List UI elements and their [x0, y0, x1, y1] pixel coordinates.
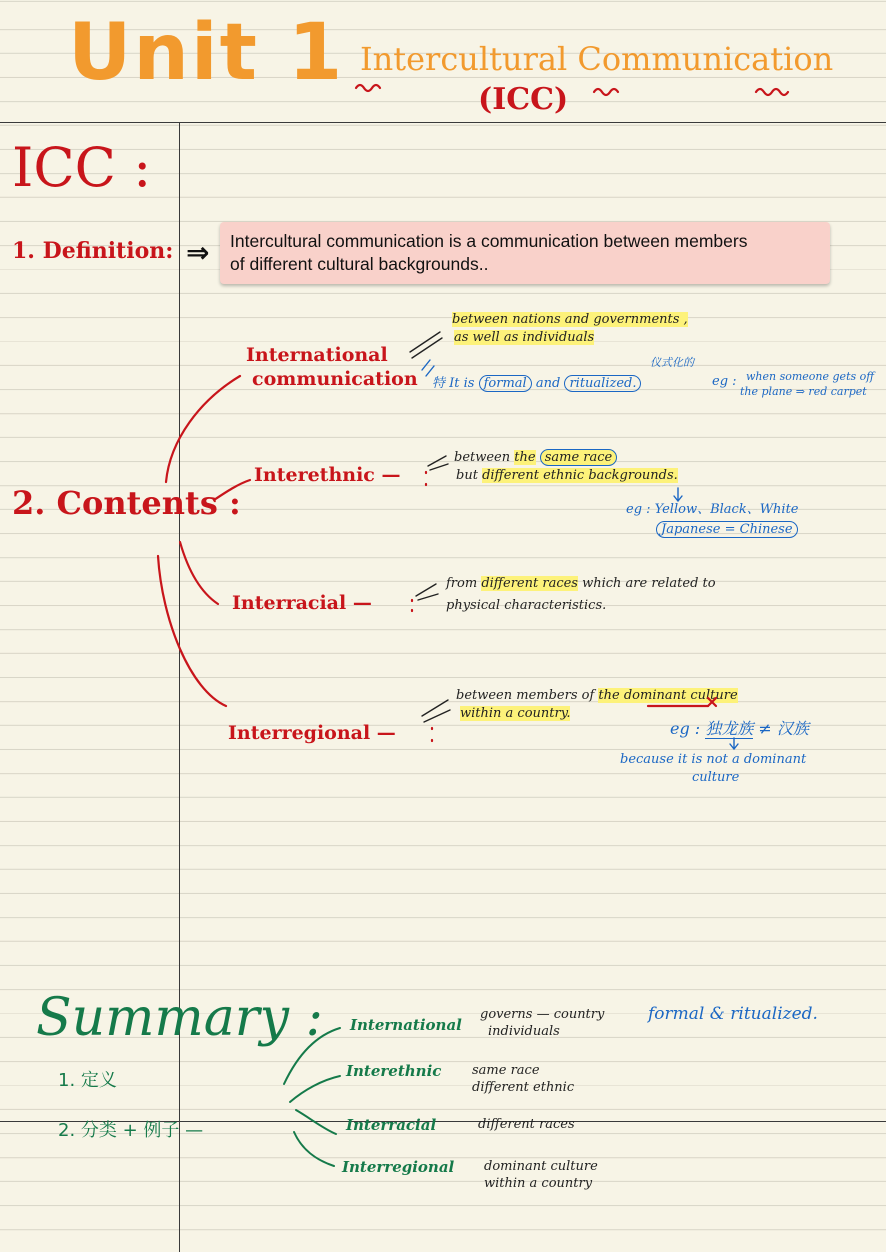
ritualized-cn-note: 仪式化的 — [650, 356, 694, 369]
summary-branch-3 — [296, 1110, 336, 1134]
summary-title: Summary : — [36, 988, 324, 1048]
summary-note-interethnic-2: different ethnic — [472, 1080, 575, 1095]
interracial-note-line2: physical characteristics. — [446, 598, 607, 613]
summary-note-international-1: governs — country — [480, 1007, 605, 1022]
interracial-different-races: different races — [481, 576, 578, 591]
interregional-dominant: the dominant culture — [598, 688, 738, 703]
interethnic-but: but — [456, 468, 478, 483]
interregional-eg-cn-c: 汉族 — [776, 719, 809, 738]
cross-mark — [708, 698, 716, 706]
summary-cat-interethnic: Interethnic — [346, 1062, 442, 1080]
title-squiggle-2 — [594, 89, 618, 95]
branch-interregional — [158, 556, 226, 706]
international-label-line1: International — [246, 344, 388, 366]
arrow-right-icon: ⇒ — [186, 236, 210, 269]
bracket-interregional — [422, 700, 450, 722]
summary-branch-1 — [284, 1028, 340, 1084]
contents-label: 2. Contents : — [12, 484, 241, 522]
summary-item-definition: 1. 定义 — [58, 1070, 117, 1091]
interregional-note-line2-text: within a country. — [460, 706, 571, 721]
interregional-because-line1: because it is not a dominant — [620, 752, 807, 767]
summary-cat-interracial: Interracial — [346, 1116, 437, 1134]
topic-title: Intercultural Communication — [360, 40, 834, 78]
interregional-eg-label: eg : — [670, 719, 701, 738]
branch-interethnic — [214, 480, 250, 500]
definition-text-line2: of different cultural backgrounds.. — [230, 254, 489, 274]
summary-branch-4 — [294, 1132, 334, 1166]
international-note-line2-text: as well as individuals — [454, 330, 595, 345]
definition-text-line1: Intercultural communication is a communication between members — [230, 231, 748, 251]
arrow-down-because — [730, 738, 738, 749]
international-eg-line2: the plane ⇒ red carpet — [740, 385, 867, 398]
interethnic-same-race: same race — [540, 449, 618, 466]
interracial-from: from — [446, 576, 478, 591]
international-note-line1-text: between nations and governments , — [452, 312, 688, 327]
formal-prefix: 特 — [432, 376, 446, 391]
summary-cat-international: International — [350, 1016, 462, 1034]
interethnic-label: Interethnic — — [254, 464, 401, 486]
international-label-line2: communication — [252, 368, 418, 390]
blue-bracket — [422, 360, 434, 376]
bracket-interracial — [416, 584, 438, 600]
bracket-interethnic — [428, 456, 448, 470]
definition-label: 1. Definition: — [12, 238, 174, 264]
summary-formal-note: formal & ritualized. — [648, 1004, 818, 1024]
interregional-label: Interregional — — [228, 722, 396, 744]
title-squiggle-1 — [356, 85, 380, 91]
title-squiggle-3 — [756, 89, 788, 95]
summary-item-categories: 2. 分类 + 例子 — — [58, 1120, 204, 1141]
interregional-eg-cn-b: ≠ — [758, 719, 772, 738]
interethnic-the: the — [514, 450, 536, 465]
branch-interracial — [180, 542, 218, 604]
interregional-between: between members of — [456, 688, 595, 703]
arrow-down-eg — [674, 488, 682, 501]
summary-note-interregional-2: within a country — [484, 1176, 593, 1191]
summary-note-interregional-1: dominant culture — [484, 1159, 598, 1174]
interracial-label: Interracial — — [232, 592, 372, 614]
topic-abbr: (ICC) — [478, 82, 569, 117]
unit-title: Unit 1 — [68, 8, 345, 98]
interethnic-eg-line2-text: Japanese = Chinese — [656, 521, 798, 538]
formal-pre: It is — [449, 376, 475, 391]
formal-and: and — [535, 376, 561, 391]
summary-note-interethnic-1: same race — [472, 1063, 540, 1078]
summary-note-international-2: individuals — [488, 1024, 560, 1039]
interethnic-different: different ethnic backgrounds. — [482, 468, 678, 483]
interracial-related: which are related to — [582, 576, 716, 591]
formal-circled: formal — [479, 375, 532, 392]
interethnic-between: between — [454, 450, 511, 465]
international-eg-label: eg : — [712, 374, 737, 389]
interregional-because-line2: culture — [692, 770, 740, 785]
summary-cat-interregional: Interregional — [342, 1158, 455, 1176]
summary-note-interracial: different races — [478, 1117, 575, 1132]
branch-international — [166, 376, 240, 482]
icc-heading: ICC : — [12, 136, 152, 199]
interethnic-eg-line1: eg : Yellow、Black、White — [626, 502, 799, 517]
ritualized-circled: ritualized. — [564, 375, 641, 392]
interregional-eg-cn-a: 独龙族 — [705, 719, 754, 738]
international-eg-line1: when someone gets off — [746, 370, 875, 383]
summary-branch-2 — [290, 1076, 340, 1102]
